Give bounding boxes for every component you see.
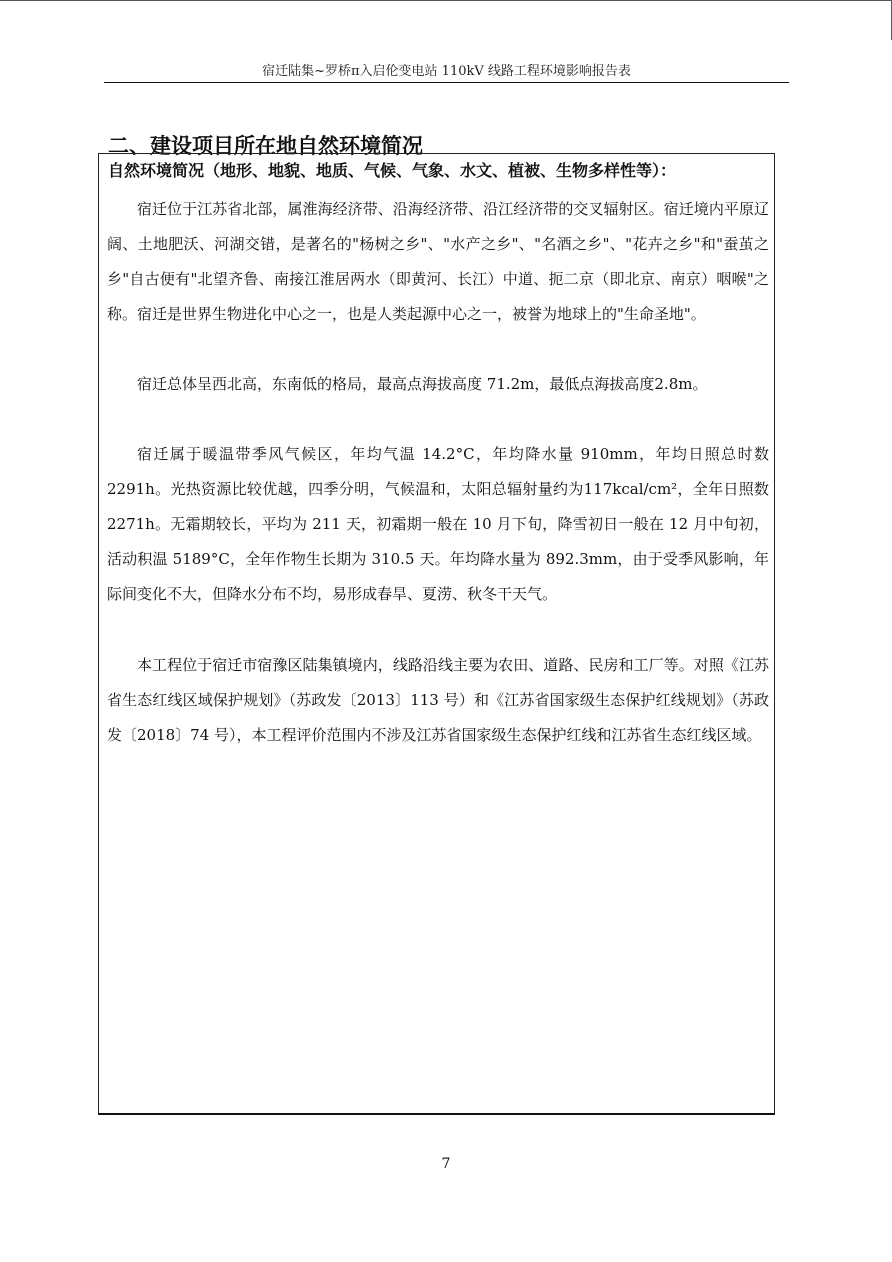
page-frame-top-edge [0,0,892,1]
section-title: 二、建设项目所在地自然环境简况 [108,134,423,159]
paragraph-project-location: 本工程位于宿迁市宿豫区陆集镇境内，线路沿线主要为农田、道路、民房和工厂等。对照《江苏省生态红线区域保护规划》（苏政发〔2013〕113 号）和《江苏省国家级生态保护红线规划》（苏政发〔2018〕74 号），本工程评价范围内不涉及江苏省国家级生态保护红线和江苏省生态红线区域。 [107,656,769,744]
box-heading: 自然环境简况（地形、地貌、地质、气候、气象、水文、植被、生物多样性等）： [108,161,677,180]
page-number: 7 [441,1156,451,1172]
paragraph-climate: 宿迁属于暖温带季风气候区，年均气温 14.2°C，年均降水量 910mm，年均日照总时数 2291h。光热资源比较优越，四季分明，气候温和，太阳总辐射量约为117kcal/cm²，全年日照数 2271h。无霜期较长，平均为 211 天，初霜期一般在 10 月下旬，降雪初日一般在 12 月中旬初，活动积温 5189°C，全年作物生长期为 310.5 天。年均降水量为 892.3mm，由于受季风影响，年际间变化不大，但降水分布不均，易形成春旱、夏涝、秋冬干天气。 [107,445,769,603]
paragraph-geography: 宿迁位于江苏省北部，属淮海经济带、沿海经济带、沿江经济带的交叉辐射区。宿迁境内平原辽阔、土地肥沃、河湖交错，是著名的"杨树之乡"、"水产之乡"、"名酒之乡"、"花卉之乡"和"蚕茧之乡"自古便有"北望齐鲁、南接江淮居两水（即黄河、长江）中道、扼二京（即北京、南京）咽喉"之称。宿迁是世界生物进化中心之一，也是人类起源中心之一，被誉为地球上的"生命圣地"。 [107,200,769,323]
header-rule [104,82,789,83]
paragraph-terrain: 宿迁总体呈西北高，东南低的格局，最高点海拔高度 71.2m，最低点海拔高度2.8m。 [137,375,708,393]
natural-environment-box [98,153,775,1115]
running-header: 宿迁陆集~罗桥π入启伦变电站 110kV 线路工程环境影响报告表 [262,64,631,79]
